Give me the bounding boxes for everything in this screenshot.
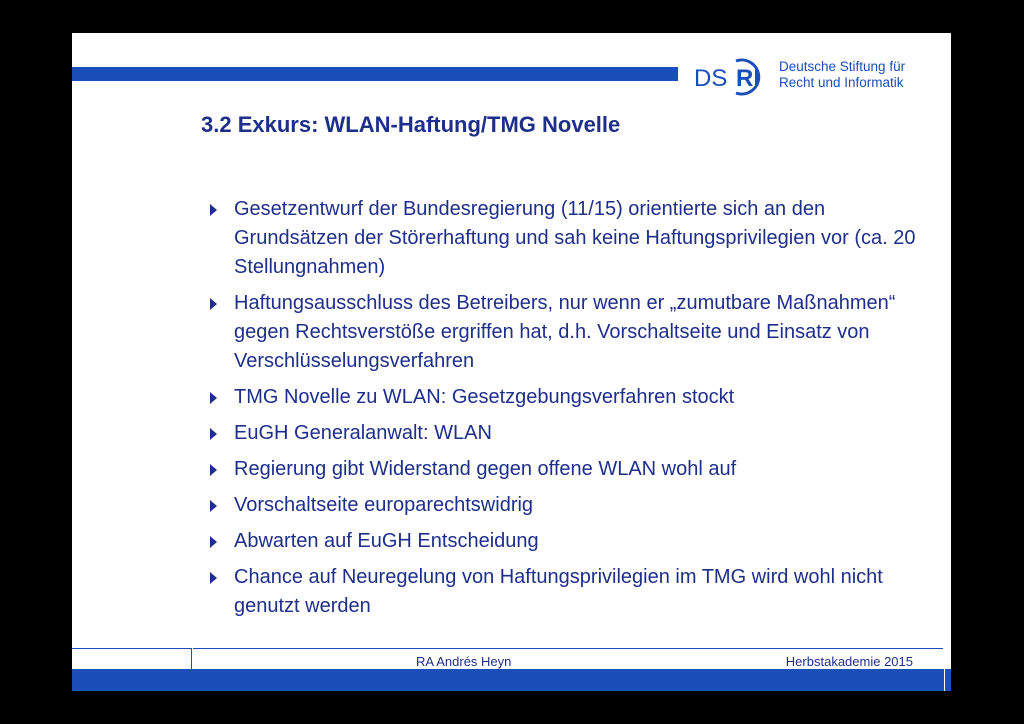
- logo-line-1: Deutsche Stiftung für: [779, 59, 906, 74]
- bullet-item: [204, 383, 924, 412]
- header-bar: [72, 67, 678, 81]
- bullet-text: Abwarten auf EuGH Entscheidung: [234, 530, 539, 552]
- triangle-right-icon: [210, 428, 217, 440]
- bullet-text: Regierung gibt Widerstand gegen offene WLAN wohl auf: [234, 458, 737, 480]
- bullet-list: [204, 195, 924, 628]
- bullet-item: [204, 195, 924, 282]
- bullet-item: [204, 289, 924, 376]
- footer-event: Herbstakademie 2015: [785, 654, 913, 669]
- footer-box: [72, 648, 192, 691]
- footer-bar: [72, 669, 951, 691]
- dsri-logo-mark: [692, 55, 772, 99]
- slide-title: 3.2 Exkurs: WLAN-Haftung/TMG Novelle: [201, 112, 621, 137]
- footer-divider: [944, 669, 945, 691]
- svg-text:DS: DS: [694, 65, 728, 92]
- triangle-right-icon: [210, 500, 217, 512]
- svg-text:RI: RI: [736, 65, 760, 92]
- bullet-text: EuGH Generalanwalt: WLAN: [234, 422, 492, 444]
- dsri-logo-text: [779, 59, 905, 91]
- bullet-text: Vorschaltseite europarechtswidrig: [234, 494, 534, 516]
- triangle-right-icon: [210, 572, 217, 584]
- logo-line-2: Recht und Informatik: [779, 75, 904, 90]
- bullet-item: [204, 563, 924, 621]
- bullet-item: [204, 419, 924, 448]
- bullet-text: Chance auf Neuregelung von Haftungsprivilegien im TMG wird wohl nicht genutzt werden: [234, 566, 883, 617]
- triangle-right-icon: [210, 536, 217, 548]
- bullet-text: TMG Novelle zu WLAN: Gesetzgebungsverfahren stockt: [234, 386, 735, 408]
- bullet-item: [204, 491, 924, 520]
- triangle-right-icon: [210, 204, 217, 216]
- dsri-logo: [692, 55, 942, 99]
- bullet-text: Gesetzentwurf der Bundesregierung (11/15) orientierte sich an den Grundsätzen der Störerhaftung und sah keine Haftungsprivilegien vor (ca. 20 Stellungnahmen): [234, 198, 916, 278]
- slide: [72, 33, 951, 691]
- triangle-right-icon: [210, 464, 217, 476]
- triangle-right-icon: [210, 392, 217, 404]
- triangle-right-icon: [210, 298, 217, 310]
- bullet-text: Haftungsausschluss des Betreibers, nur wenn er „zumutbare Maßnahmen“ gegen Rechtsverstöße ergriffen hat, d.h. Vorschaltseite und Einsatz von Verschlüsselungsverfahren: [234, 292, 896, 372]
- footer-author: RA Andrés Heyn: [416, 654, 512, 669]
- bullet-item: [204, 527, 924, 556]
- bullet-item: [204, 455, 924, 484]
